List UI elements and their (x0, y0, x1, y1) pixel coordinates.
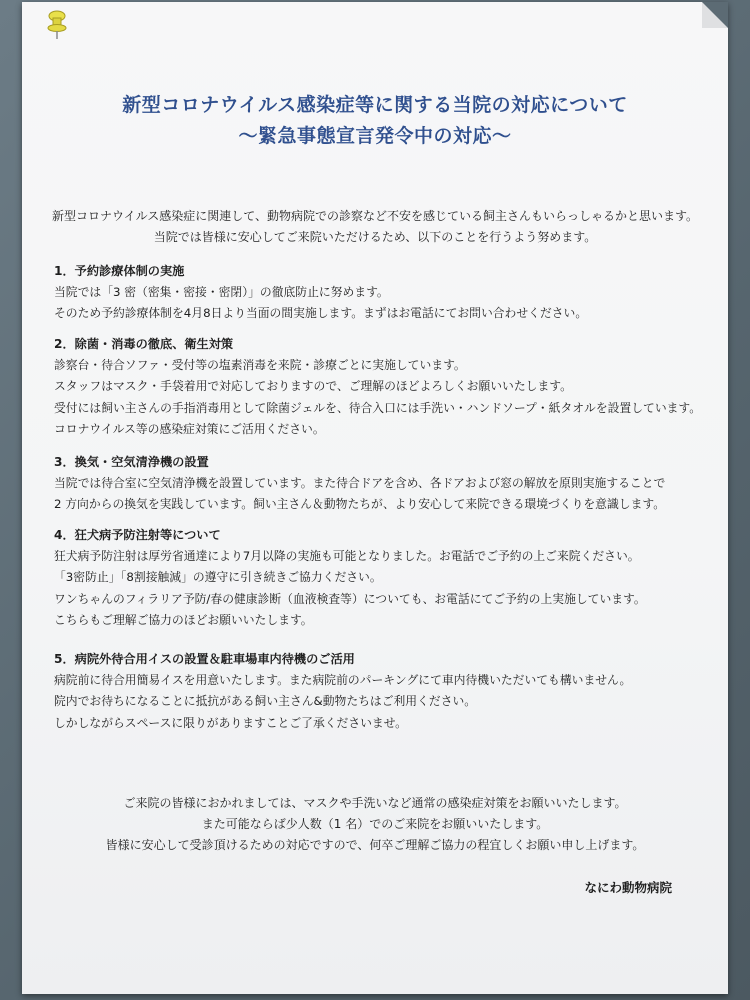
section-line: コロナウイルス等の感染症対策にご活用ください。 (54, 422, 325, 437)
section-line: 「3密防止」「8割接触減」の遵守に引き続きご協力ください。 (54, 570, 382, 585)
section-line: 病院前に待合用簡易イスを用意いたします。また病院前のパーキングにて車内待機いただいても構いません。 (54, 673, 632, 687)
section-line: しかしながらスペースに限りがありますことご了承くださいませ。 (54, 715, 407, 730)
closing-line: 皆様に安心して受診頂けるための対応ですので、何卒ご理解ご協力の程宜しくお願い申し上げます。 (105, 838, 645, 852)
section-heading: 3．換気・空気清浄機の設置 (54, 455, 209, 469)
intro-line: 新型コロナウイルス感染症に関連して、動物病院での診察など不安を感じている飼主さんもいらっしゃるかと思います。 (51, 209, 699, 223)
notice-subtitle: ～緊急事態宣言発令中の対応～ (238, 125, 512, 147)
section-line: 当院では「3 密（密集・密接・密閉）」の徹底防止に努めます。 (54, 285, 389, 299)
notice-title: 新型コロナウイルス感染症等に関する当院の対応について (122, 94, 628, 116)
notice-paper (22, 2, 728, 994)
section-reservation (54, 260, 704, 325)
section-heading: 2．除菌・消毒の徹底、衛生対策 (54, 337, 234, 351)
intro-line: 当院では皆様に安心してご来院いただけるため、以下のことを行うよう努めます。 (153, 230, 597, 244)
section-line: 狂犬病予防注射は厚労省通達により7月以降の実施も可能となりました。お電話でご予約の上ご来院ください。 (54, 549, 640, 563)
page-corner-fold (702, 2, 728, 28)
section-heading: 5．病院外待合用イスの設置＆駐車場車内待機のご活用 (54, 652, 355, 666)
section-heading: 4．狂犬病予防注射等について (54, 528, 221, 542)
section-line: ワンちゃんのフィラリア予防/春の健康診断（血液検査等）についても、お電話にてご予約の上実施しています。 (54, 591, 646, 606)
closing-line: また可能ならば少人数（1 名）でのご来院をお願いいたします。 (201, 817, 549, 831)
section-hygiene (54, 333, 704, 441)
section-line: 院内でお待ちになることに抵抗がある飼い主さん&動物たちはご利用ください。 (54, 694, 477, 709)
section-vaccination (54, 524, 704, 632)
clinic-signature: なにわ動物病院 (584, 880, 672, 895)
section-line: こちらもご理解ご協力のほどお願いいたします。 (54, 613, 313, 628)
section-line: そのため予約診療体制を4月8日より当面の間実施します。まずはお電話にてお問い合わせください。 (54, 306, 588, 321)
section-line: 2 方向からの換気を実践しています。飼い主さん＆動物たちが、より安心して来院できる環境づくりを意識します。 (54, 497, 666, 512)
section-line: 診察台・待合ソファ・受付等の塩素消毒を来院・診療ごとに実施しています。 (54, 358, 466, 372)
section-line: スタッフはマスク・手袋着用で対応しておりますので、ご理解のほどよろしくお願いいたします。 (54, 379, 572, 394)
section-line: 受付には飼い主さんの手指消毒用として除菌ジェルを、待合入口には手洗い・ハンドソープ・紙タオルを設置しています。 (54, 400, 702, 415)
closing-line: ご来院の皆様におかれましては、マスクや手洗いなど通常の感染症対策をお願いいたします。 (123, 796, 627, 810)
pushpin-icon (46, 10, 68, 40)
section-heading: 1．予約診療体制の実施 (54, 264, 185, 278)
section-outdoor-waiting (54, 648, 704, 734)
section-line: 当院では待合室に空気清浄機を設置しています。また待合ドアを含め、各ドアおよび窓の解放を原則実施することで (54, 476, 666, 490)
section-ventilation (54, 451, 704, 516)
